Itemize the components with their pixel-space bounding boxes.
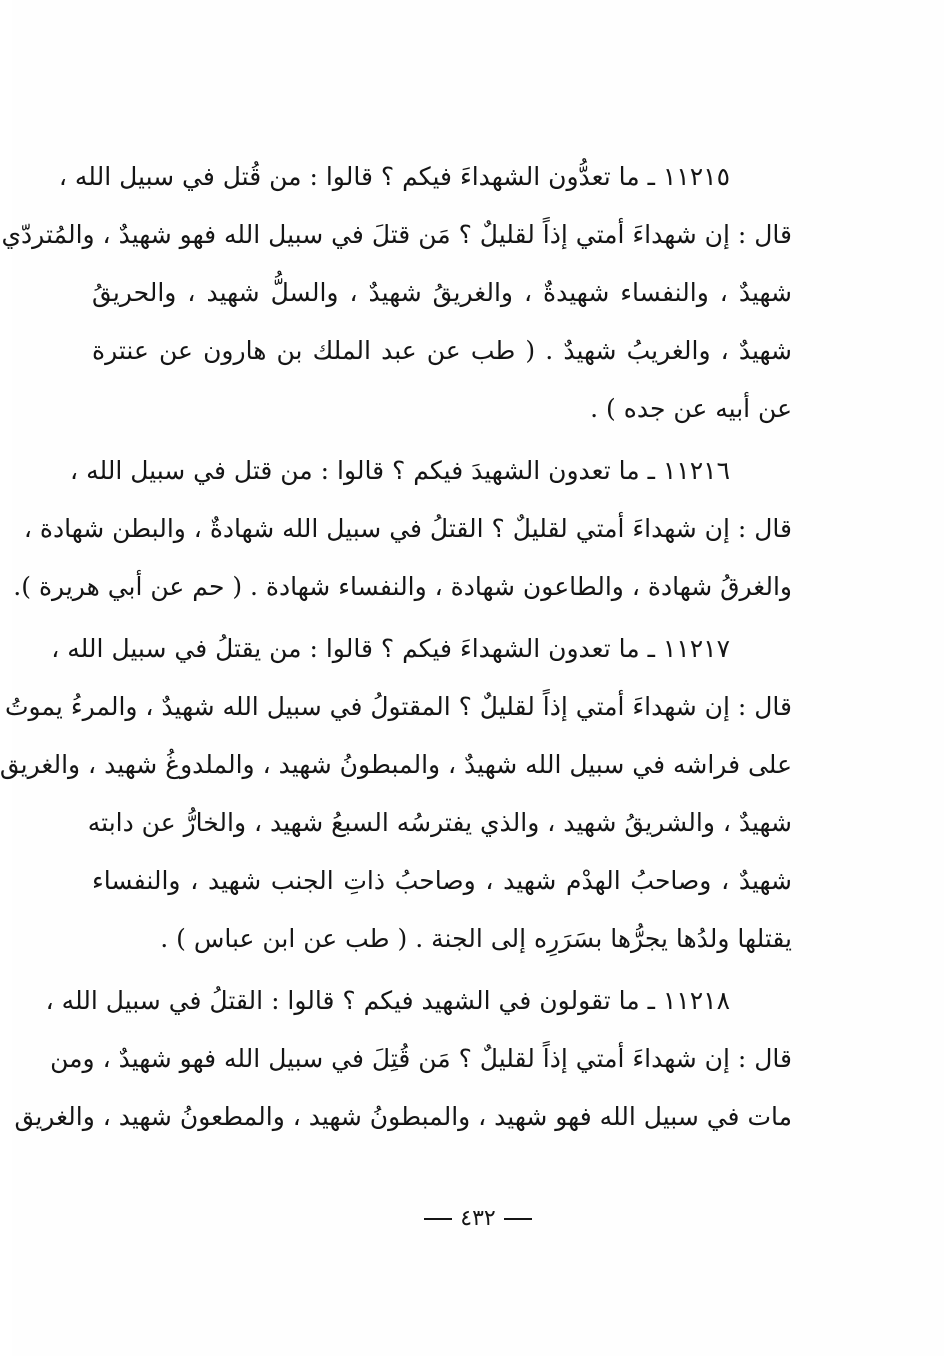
text-line: مات في سبيل الله فهو شهيد ، والمبطونُ شهيد ، والمطعونُ شهيد ، والغريق <box>14 1102 792 1131</box>
text-line: والغرقُ شهادة ، والطاعون شهادة ، والنفساء شهادة . ( حم عن أبي هريرة ). <box>13 572 792 601</box>
text-line: قال : إن شهداءَ أمتي لقليلٌ ؟ القتلُ في سبيل الله شهادةٌ ، والبطن شهادة ، <box>23 514 792 543</box>
page-number-dash <box>504 1218 532 1220</box>
text-line: شهيدٌ ، والشريقُ شهيد ، والذي يفترسُه السبعُ شهيد ، والخارُّ عن دابته <box>87 808 792 837</box>
text-line: شهيدٌ ، وصاحبُ الهدْم شهيد ، وصاحبُ ذاتِ الجنب شهيد ، والنفساء <box>92 866 793 895</box>
text-line: يقتلها ولدُها يجرُّها بسَرَرِه إلى الجنة . ( طب عن ابن عباس ) . <box>160 924 792 953</box>
text-line: ١١٢١٨ ـ ما تقولون في الشهيد فيكم ؟ قالوا : القتلُ في سبيل الله ، <box>45 986 730 1015</box>
page-number <box>12 1206 944 1231</box>
text-line: شهيدٌ ، والنفساء شهيدةٌ ، والغريقُ شهيدٌ ، والسلُّ شهيد ، والحريقُ <box>92 278 792 307</box>
hadith-11215 <box>1 148 792 438</box>
hadith-11218 <box>14 972 792 1146</box>
text-line: عن أبيه عن جده ) . <box>590 394 792 423</box>
text-line: قال : إن شهداءَ أمتي إذاً لقليلٌ ؟ مَن قُتِلَ في سبيل الله فهو شهيدٌ ، ومن <box>50 1044 792 1073</box>
text-line: ١١٢١٦ ـ ما تعدون الشهيدَ فيكم ؟ قالوا : من قتل في سبيل الله ، <box>70 456 730 485</box>
text-line: ١١٢١٥ ـ ما تعدُّون الشهداءَ فيكم ؟ قالوا : من قُتل في سبيل الله ، <box>58 162 730 191</box>
text-line: على فراشه في سبيل الله شهيدٌ ، والمبطونُ شهيد ، والملدوغُ شهيد ، والغريق <box>0 750 792 779</box>
text-line: قال : إن شهداءَ أمتي إذاً لقليلٌ ؟ مَن قتلَ في سبيل الله فهو شهيدٌ ، والمُتردّي <box>1 220 792 249</box>
page-number-value: ٤٣٢ <box>460 1206 496 1231</box>
hadith-11216 <box>13 442 792 616</box>
hadith-11217 <box>0 620 793 968</box>
text-line: قال : إن شهداءَ أمتي إذاً لقليلٌ ؟ المقتولُ في سبيل الله شهيدٌ ، والمرءُ يموتُ <box>5 692 792 721</box>
text-line: ١١٢١٧ ـ ما تعدون الشهداءَ فيكم ؟ قالوا : من يقتلُ في سبيل الله ، <box>51 634 730 663</box>
page-body <box>0 148 793 1150</box>
page-number-dash <box>424 1218 452 1220</box>
text-line: شهيدٌ ، والغريبُ شهيدٌ . ( طب عن عبد الملك بن هارون عن عنترة <box>92 336 792 365</box>
